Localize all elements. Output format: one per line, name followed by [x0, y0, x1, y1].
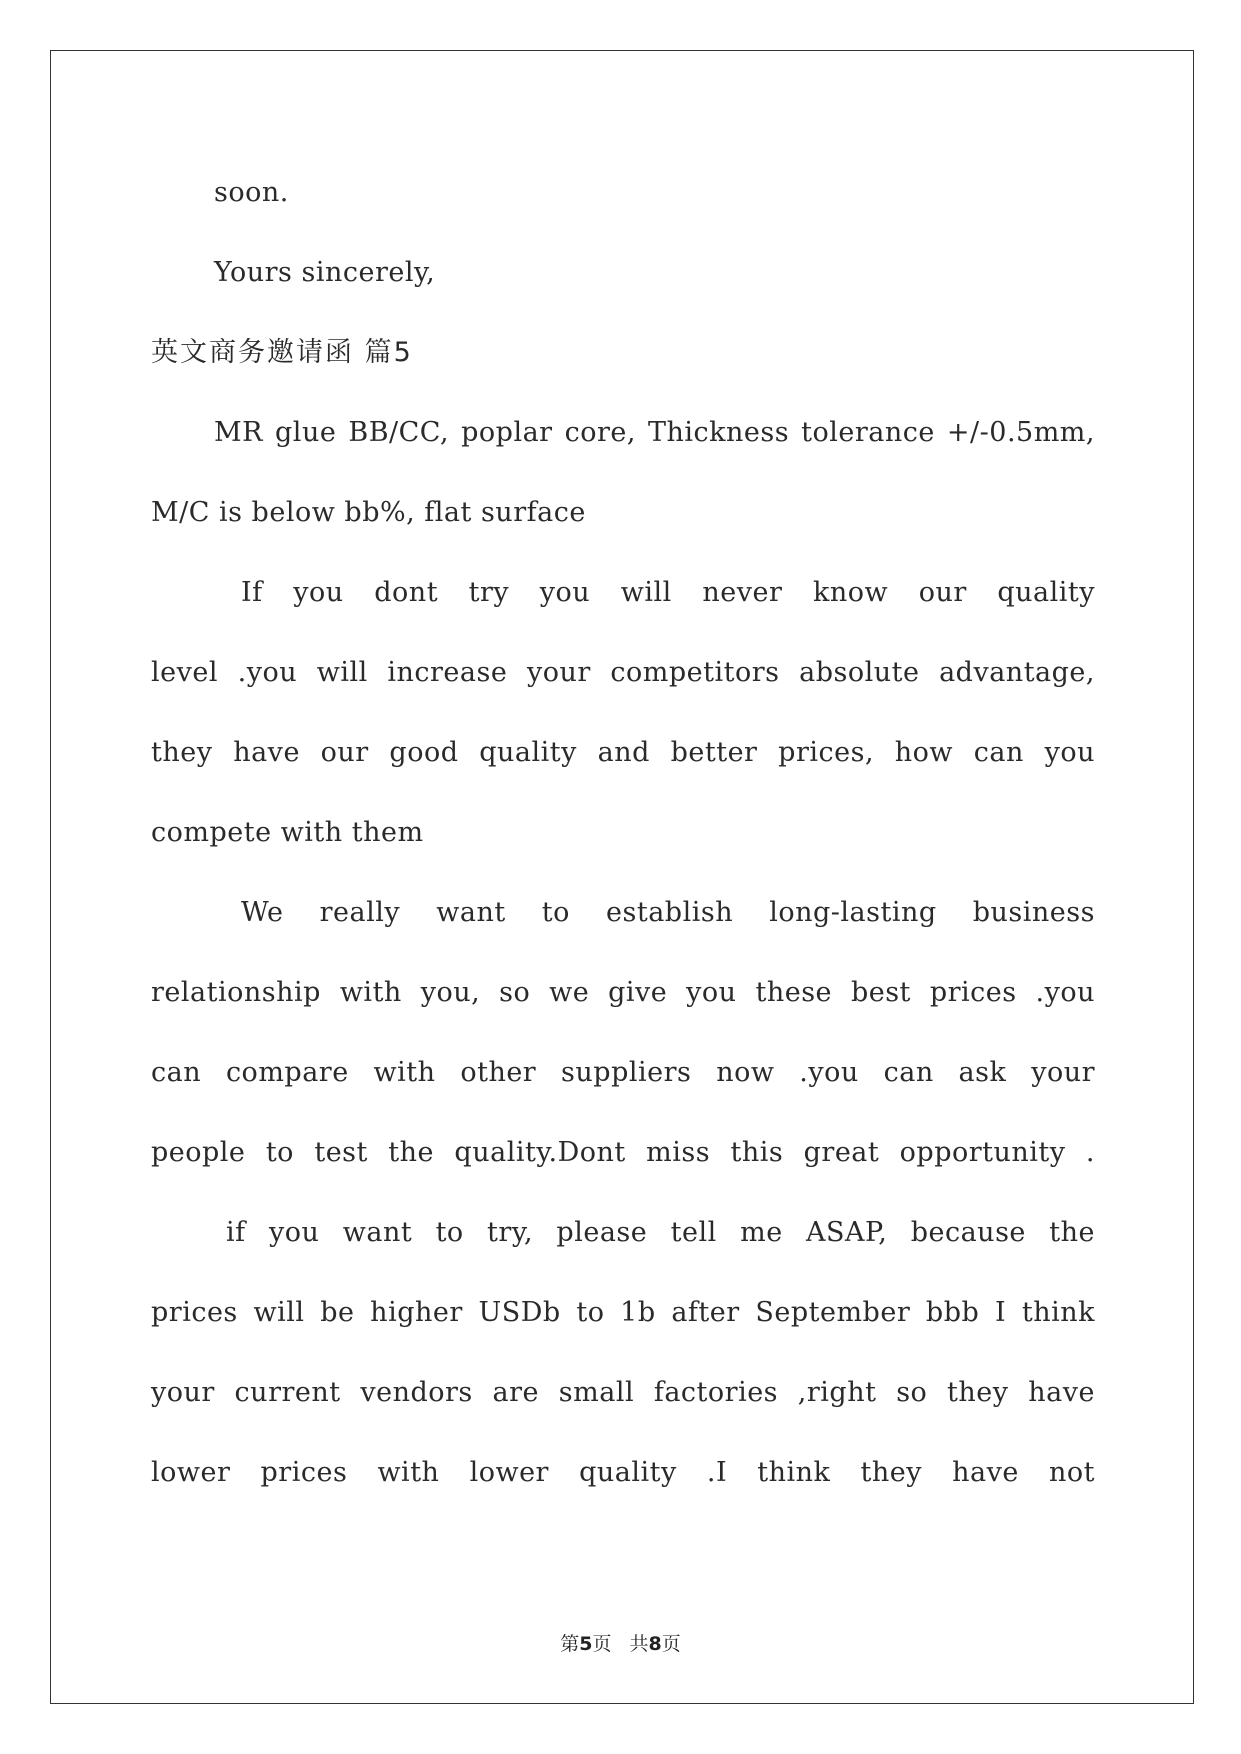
text-line: if you want to try, please tell me ASAP, because the — [226, 1217, 1095, 1248]
text-line: level .you will increase your competitors absolute advantage, — [151, 657, 1095, 688]
total-page-number: 8 — [648, 1633, 662, 1655]
footer-total-prefix: 共 — [629, 1633, 649, 1655]
text-line: prices will be higher USDb to 1b after September bbb I think — [151, 1297, 1095, 1328]
text-line: your current vendors are small factories ,right so they have — [151, 1377, 1095, 1408]
current-page-number: 5 — [579, 1633, 593, 1655]
text-line: lower prices with lower quality .I think they have not — [151, 1457, 1095, 1488]
text-line: soon. — [214, 177, 289, 208]
text-line: relationship with you, so we give you these best prices .you — [151, 977, 1095, 1008]
text-line: compete with them — [151, 817, 424, 848]
text-line: If you dont try you will never know our quality — [241, 577, 1095, 608]
closing-line: Yours sincerely, — [214, 257, 436, 288]
text-line: We really want to establish long-lasting business — [241, 897, 1095, 928]
footer-total-suffix: 页 — [661, 1633, 681, 1655]
text-line: M/C is below bb%, flat surface — [151, 497, 586, 528]
text-line: people to test the quality.Dont miss this great opportunity . — [151, 1137, 1095, 1168]
text-line: can compare with other suppliers now .you can ask your — [151, 1057, 1095, 1088]
text-line: MR glue BB/CC, poplar core, Thickness tolerance +/-0.5mm, — [214, 417, 1095, 448]
section-heading: 英文商务邀请函 篇5 — [151, 337, 413, 368]
page-footer — [0, 1632, 1241, 1656]
footer-page-suffix: 页 — [592, 1633, 612, 1655]
text-line: they have our good quality and better prices, how can you — [151, 737, 1095, 768]
footer-prefix: 第 — [560, 1633, 580, 1655]
